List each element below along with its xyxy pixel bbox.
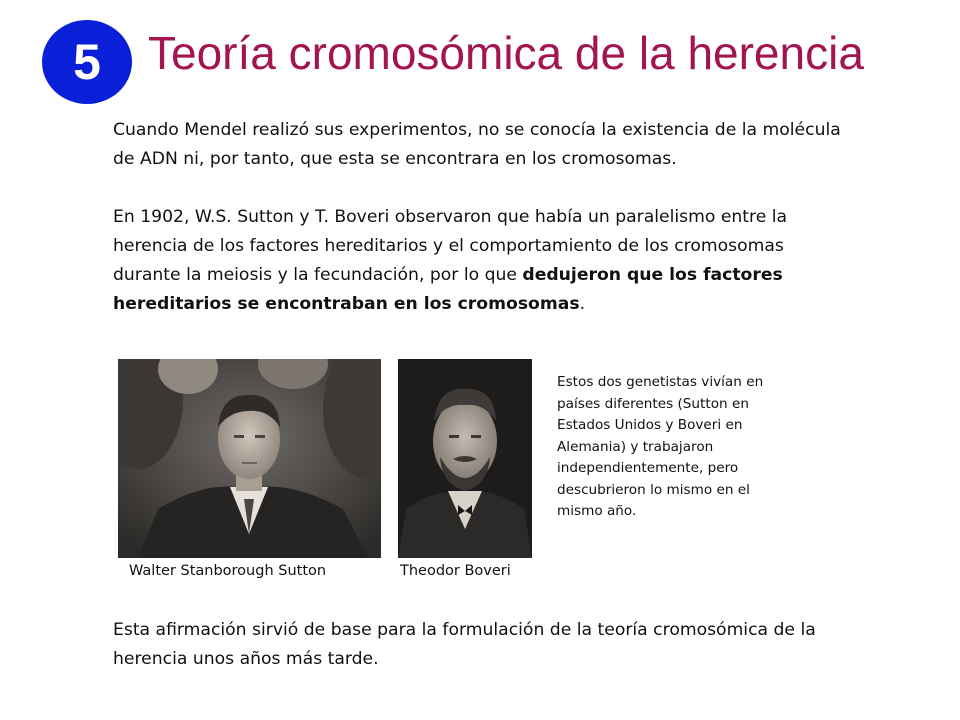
intro-paragraph: Cuando Mendel realizó sus experimentos, no se conocía la existencia de la molécula de ADN ni, por tanto, que esta se encontrara en los cromosomas. xyxy=(113,120,841,169)
paragraph-text: En 1902, W.S. Sutton y T. Boveri observaron que había un paralelismo entre la herencia de los factores hereditarios y el comportamiento de los cromosomas durante la meiosis y la fecundación, por lo que xyxy=(113,207,788,285)
sutton-photo xyxy=(118,359,381,558)
section-number: 5 xyxy=(73,34,101,90)
conclusion-paragraph: Esta afirmación sirvió de base para la formulación de la teoría cromosómica de la herencia unos años más tarde. xyxy=(113,620,816,669)
sutton-caption: Walter Stanborough Sutton xyxy=(129,563,327,579)
paragraph-bold-conclusion: dedujeron que los factores hereditarios se encontraban en los cromosomas xyxy=(113,265,783,314)
section-number-badge xyxy=(42,20,132,104)
boveri-photo xyxy=(398,359,532,558)
paragraph-end: . xyxy=(579,294,586,314)
side-note: Estos dos genetistas vivían en países diferentes (Sutton en Estados Unidos y Boveri en Alemania) y trabajaron independientemente, pero descubrieron lo mismo en el mismo año. xyxy=(557,374,764,519)
sutton-boveri-paragraph xyxy=(113,203,853,319)
page-title: Teoría cromosómica de la herencia xyxy=(148,27,864,79)
boveri-caption: Theodor Boveri xyxy=(400,563,511,579)
